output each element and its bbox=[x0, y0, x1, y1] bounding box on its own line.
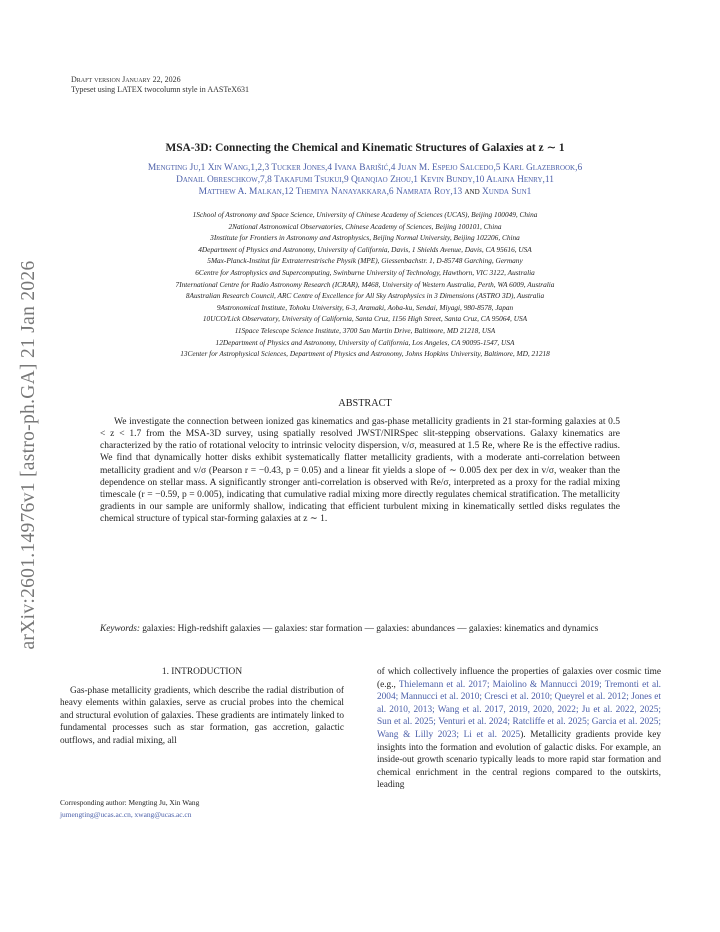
author-line-3 bbox=[60, 186, 670, 198]
keywords bbox=[100, 623, 620, 636]
affiliation: 5Max-Planck-Institut für Extraterrestrische Physik (MPE), Giessenbachstr. 1, D-85748 Garching, Germany bbox=[207, 256, 523, 266]
intro-right-pre: of which collectively influence the properties of galaxies over cosmic time (e.g., bbox=[377, 667, 661, 690]
affiliation: 2National Astronomical Observatories, Chinese Academy of Sciences, Beijing 100101, China bbox=[228, 221, 502, 231]
author-list bbox=[60, 162, 670, 198]
section-heading: 1. INTRODUCTION bbox=[161, 667, 243, 677]
citation-links[interactable]: Thielemann et al. 2017; Maiolino & Mannucci 2019; Tremonti et al. 2004; Mannucci et al. 2010; Cresci et al. 2010; Queyrel et al. 2012; Jones et al. 2010, 2013; Wang et al. 2017, 2019, 2020, 2022; Ju et al. 2022, 2025; Sun et al. 2025; Venturi et al. 2024; Ratcliffe et al. 2025; Garcia et al. 2025; Wang & Lilly 2023; Li et al. 2025 bbox=[377, 679, 661, 740]
corresponding-label: Corresponding author: Mengting Ju, Xin Wang bbox=[60, 798, 200, 807]
affiliation: 11Space Telescope Science Institute, 3700 San Martin Drive, Baltimore, MD 21218, USA bbox=[234, 325, 496, 335]
affiliation: 3Institute for Frontiers in Astronomy and Astrophysics, Beijing Normal University, Beijing 102206, China bbox=[210, 233, 520, 243]
abstract-heading: ABSTRACT bbox=[338, 398, 392, 409]
affiliation: 8Australian Research Council, ARC Centre of Excellence for All Sky Astrophysics in 3 Dimensions (ASTRO 3D), Australia bbox=[185, 291, 545, 301]
intro-right-post: ). Metallicity gradients provide key insights into the formation and evolution of galactic disks. For example, an inside-out growth scenario typically leads to more rapid star formation and chemical enrichment in the central regions compared to the outskirts, leading bbox=[377, 729, 661, 791]
intro-paragraph-left: Gas-phase metallicity gradients, which describe the radial distribution of heavy elements within galaxies, serve as crucial probes into the chemical and structural evolution of galaxies. These gradients are intimately linked to fundamental processes such as star formation, gas accretion, galactic outflows, and radial mixing, all bbox=[60, 685, 344, 746]
author-line-3-start: Matthew A. Malkan,12 Themiya Nanayakkara,6 Namrata Roy,13 bbox=[198, 187, 463, 197]
affiliation: 4Department of Physics and Astronomy, University of California, Davis, 1 Shields Avenue, Davis, CA 95616, USA bbox=[198, 244, 532, 254]
keywords-label: Keywords: bbox=[100, 624, 140, 634]
draft-line: Draft version January 22, 2026 bbox=[71, 75, 181, 84]
affiliation: 12Department of Physics and Astronomy, University of California, Los Angeles, CA 90095-1547, USA bbox=[215, 337, 515, 347]
affiliation: 1School of Astronomy and Space Science, University of Chinese Academy of Sciences (UCAS), Beijing 100049, China bbox=[192, 210, 538, 219]
affiliation: 13Center for Astrophysical Sciences, Department of Physics and Astronomy, Johns Hopkins University, Baltimore, MD, 21218 bbox=[180, 349, 550, 359]
arxiv-id: arXiv:2601.14976v1 [astro-ph.GA] 21 Jan 2026 bbox=[18, 260, 39, 650]
corresponding-emails[interactable]: jumengting@ucas.ac.cn, xwang@ucas.ac.cn bbox=[60, 809, 192, 819]
affiliations bbox=[40, 209, 690, 360]
paper-title: MSA-3D: Connecting the Chemical and Kinematic Structures of Galaxies at z ∼ 1 bbox=[165, 142, 565, 154]
typeset-line: Typeset using LATEX twocolumn style in AASTeX631 bbox=[71, 85, 249, 94]
page-header bbox=[71, 75, 249, 95]
affiliation: 10UCO/Lick Observatory, University of California, Santa Cruz, 1156 High Street, Santa Cruz, CA 95064, USA bbox=[202, 314, 528, 324]
keywords-text: galaxies: High-redshift galaxies — galaxies: star formation — galaxies: abundances — galaxies: kinematics and dynamics bbox=[142, 624, 599, 634]
author-and: and bbox=[464, 187, 480, 197]
author-line-2: Danail Obreschkow,7,8 Takafumi Tsukui,9 Qianqiao Zhou,1 Kevin Bundy,10 Alaina Henry,11 bbox=[176, 175, 554, 185]
right-column bbox=[377, 666, 661, 792]
affiliation: 9Astronomical Institute, Tohoku University, 6-3, Aramaki, Aoba-ku, Sendai, Miyagi, 980-8578, Japan bbox=[216, 302, 514, 312]
author-line-3-end: Xunda Sun1 bbox=[482, 187, 532, 197]
affiliation: 6Centre for Astrophysics and Supercomputing, Swinburne University of Technology, Hawthorn, VIC 3122, Australia bbox=[195, 267, 535, 277]
corresponding-author bbox=[60, 797, 344, 820]
author-line-1: Mengting Ju,1 Xin Wang,1,2,3 Tucker Jones,4 Ivana Barišić,4 Juan M. Espejo Salcedo,5 Karl Glazebrook,6 bbox=[147, 163, 583, 173]
abstract-body: We investigate the connection between ionized gas kinematics and gas-phase metallicity gradients in 21 star-forming galaxies at 0.5 < z < 1.7 from the MSA-3D survey, using spatially resolved JWST/NIRSpec slit-stepping observations. Galaxy kinematics are characterized by the ratio of rotational velocity to intrinsic velocity dispersion, v/σ, measured at 1.5 Re, where Re is the effective radius. We find that dynamically hotter disks exhibit systematically flatter metallicity gradients, with a moderate anti-correlation between metallicity gradient and v/σ (Pearson r = −0.43, p = 0.05) and a linear fit yields a slope of ∼ 0.005 dex per dex in v/σ, weaker than the dependence on stellar mass. A significantly stronger anti-correlation is observed with Re/σ, interpreted as a proxy for the radial mixing timescale (r = −0.59, p = 0.005), indicating that cumulative radial mixing more directly regulates chemical stratification. The metallicity gradients in our sample are uniformly shallow, indicating that efficient turbulent mixing in kinematically settled disks regulates the chemical structure of typical star-forming galaxies at z ∼ 1. bbox=[100, 417, 620, 525]
affiliation: 7International Centre for Radio Astronomy Research (ICRAR), M468, University of Western Australia, Perth, WA 6009, Australia bbox=[175, 279, 555, 289]
left-column bbox=[60, 666, 344, 748]
